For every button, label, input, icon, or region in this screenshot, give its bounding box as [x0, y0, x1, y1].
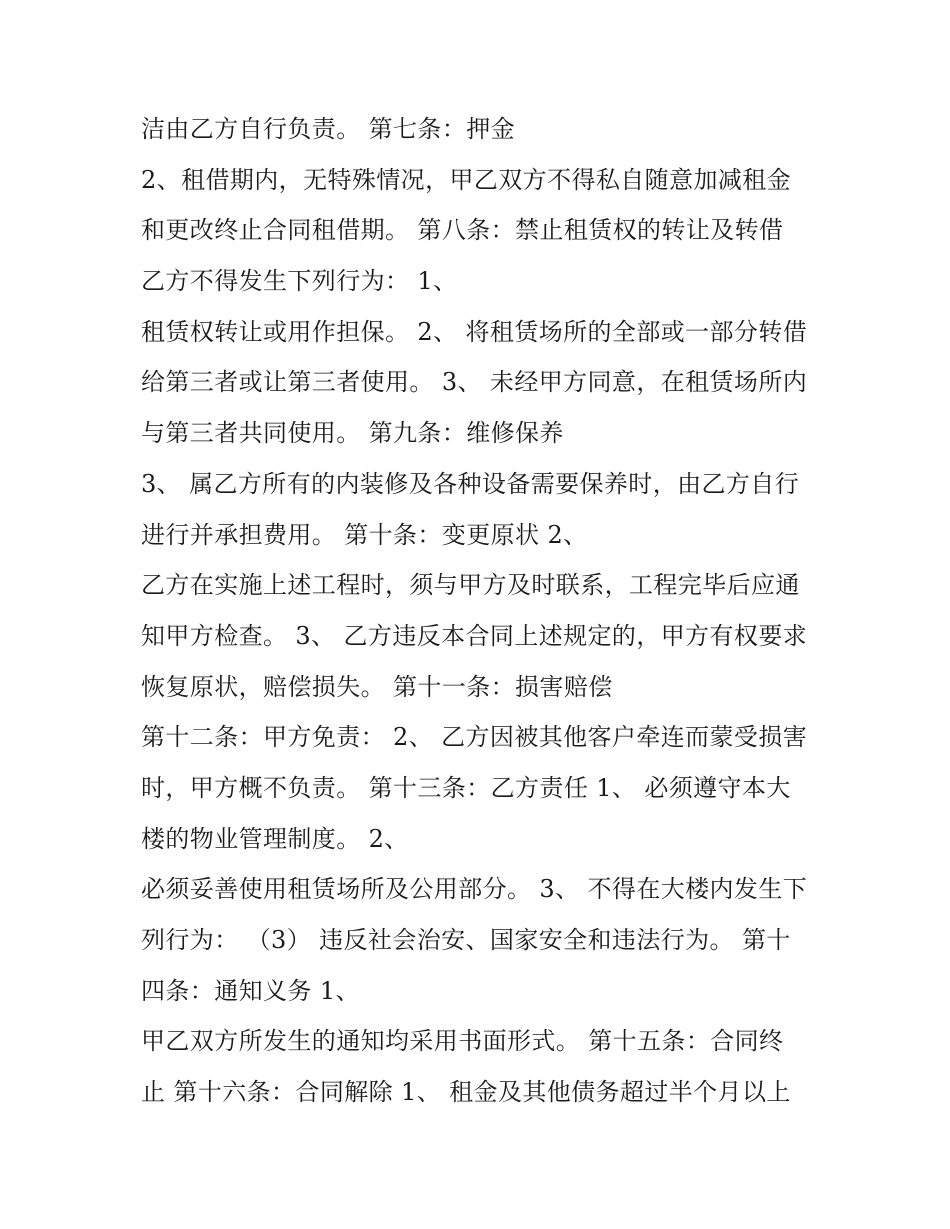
text-line: 2、租借期内，无特殊情况，甲乙双方不得私自随意加减租金 [141, 165, 792, 194]
text-line: 必须妥善使用租赁场所及公用部分。 3、 不得在大楼内发生下 [141, 875, 808, 904]
text-line: 甲乙双方所发生的通知均采用书面形式。 第十五条：合同终 [141, 1027, 784, 1056]
text-line: 和更改终止合同租借期。 第八条：禁止租赁权的转让及转借 [141, 216, 784, 245]
text-line: 时，甲方概不负责。 第十三条：乙方责任 1、 必须遵守本大 [141, 773, 791, 802]
text-line: 给第三者或让第三者使用。 3、 未经甲方同意，在租赁场所内 [141, 368, 808, 397]
text-line: 乙方不得发生下列行为： 1、 [141, 267, 458, 296]
text-line: 洁由乙方自行负责。 第七条：押金 [141, 115, 516, 143]
text-line: 列行为： （3） 违反社会治安、国家安全和违法行为。 第十 [141, 926, 791, 954]
text-line: 楼的物业管理制度。 2、 [141, 824, 409, 853]
text-line: 第十二条：甲方免责： 2、 乙方因被其他客户牵连而蒙受损害 [141, 723, 808, 752]
text-line: 知甲方检查。 3、 乙方违反本合同上述规定的，甲方有权要求 [141, 621, 808, 650]
text-line: 进行并承担费用。 第十条：变更原状 2、 [141, 520, 588, 549]
text-line: 恢复原状，赔偿损失。 第十一条：损害赔偿 [141, 672, 613, 701]
text-line: 3、 属乙方所有的内装修及各种设备需要保养时，由乙方自行 [141, 469, 800, 498]
body-text [141, 110, 841, 1124]
text-line: 四条：通知义务 1、 [141, 976, 360, 1005]
text-line: 与第三者共同使用。 第九条：维修保养 [141, 419, 564, 448]
text-line: 止 第十六条：合同解除 1、 租金及其他债务超过半个月以上 [141, 1078, 791, 1107]
text-line: 乙方在实施上述工程时，须与甲方及时联系，工程完毕后应通 [141, 571, 800, 600]
text-line: 租赁权转让或用作担保。 2、 将租赁场所的全部或一部分转借 [141, 317, 808, 346]
